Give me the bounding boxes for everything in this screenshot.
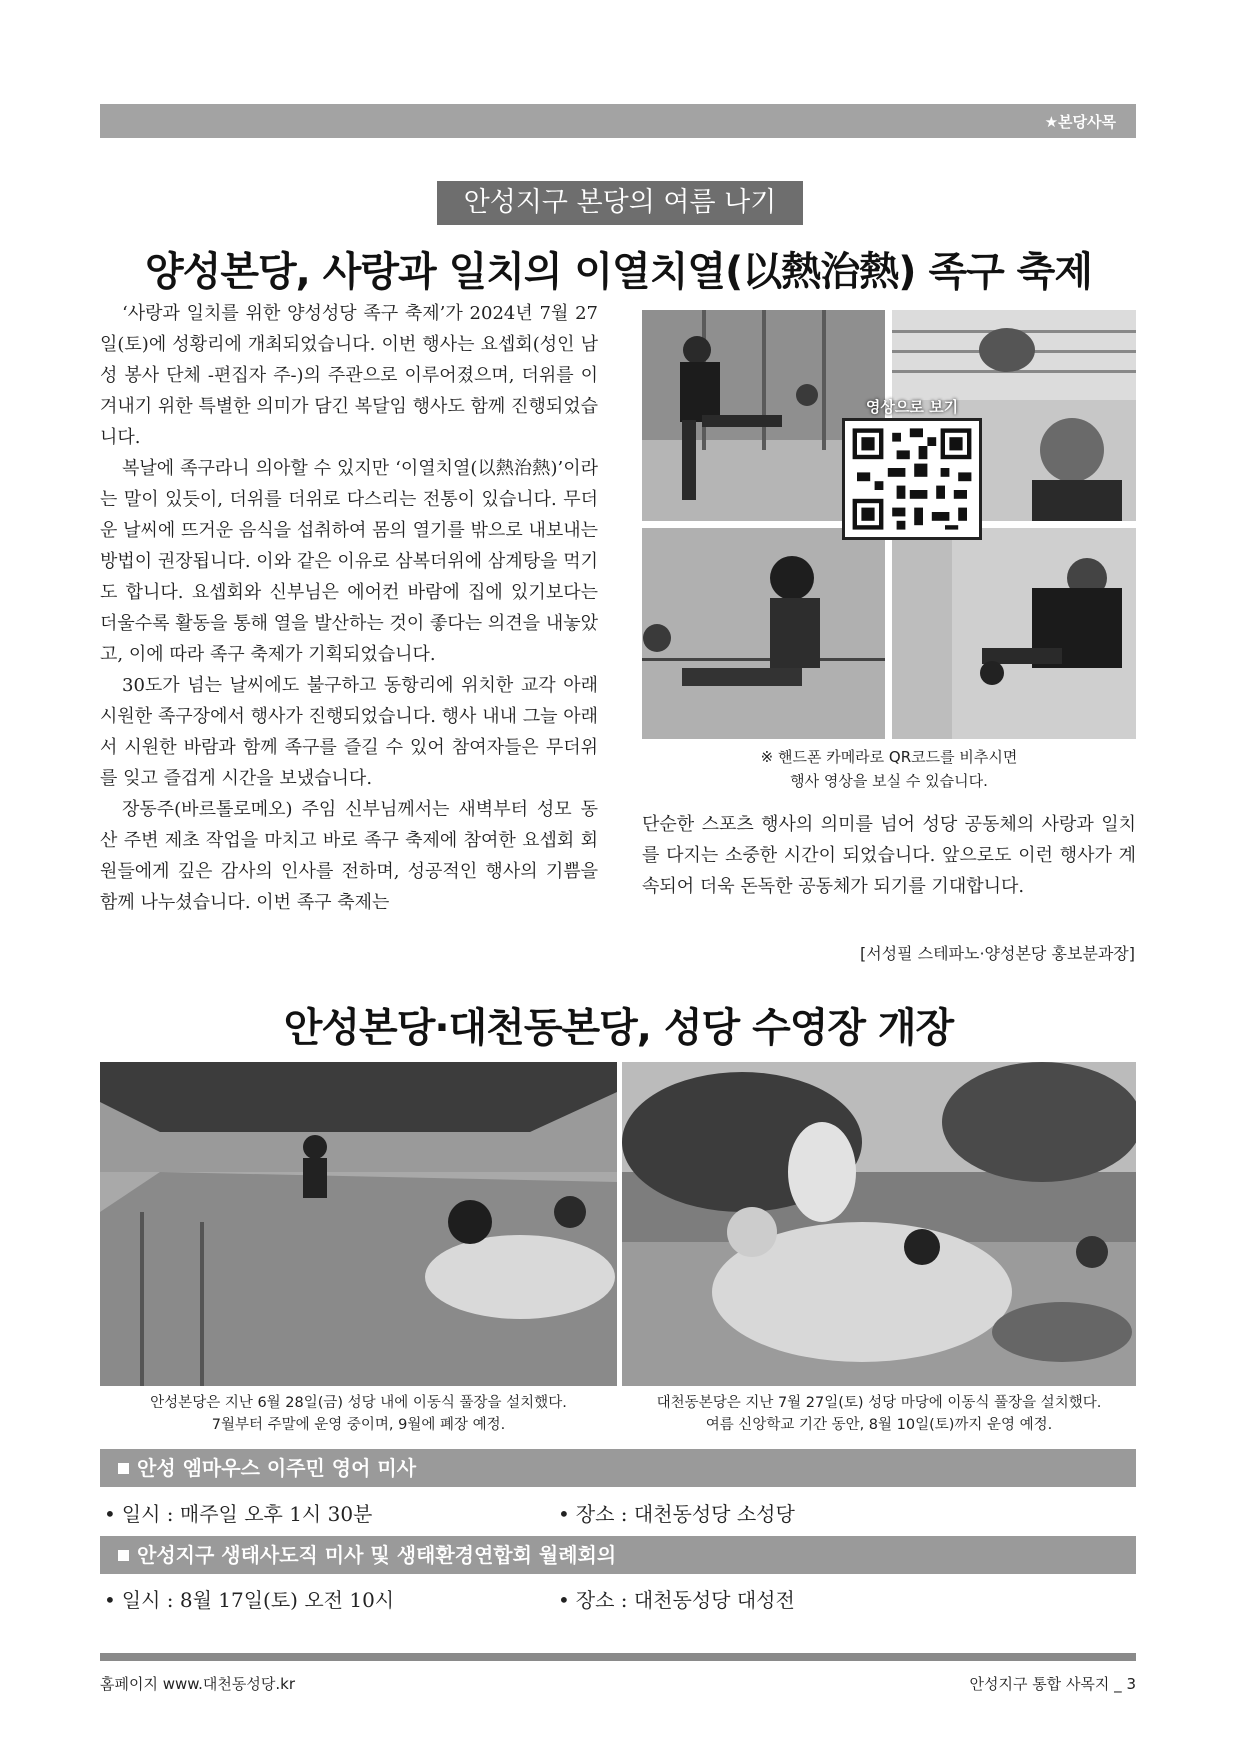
square-bullet-icon xyxy=(118,1550,129,1561)
paragraph: 복날에 족구라니 의아할 수 있지만 ‘이열치열(以熱治熱)’이라는 말이 있듯이, 더위를 더위로 다스리는 전통이 있습니다. 무더운 날씨에 뜨거운 음식을 섭취하여 몸의 열기를 밖으로 내보내는 방법이 권장됩니다. 이와 같은 이유로 삼복더위에 삼계탕을 먹기도 합니다. 요셉회와 신부님은 에어컨 바람에 집에 있기보다는 더울수록 활동을 통해 열을 발산하는 것이 좋다는 의견을 내놓았고, 이에 따라 족구 축제가 기획되었습니다. xyxy=(100,458,598,665)
caption-line: 여름 신앙학교 기간 동안, 8월 10일(토)까지 운영 예정. xyxy=(705,1417,1053,1433)
paragraph: 단순한 스포츠 행사의 의미를 넘어 성당 공동체의 사랑과 일치를 다지는 소중한 시간이 되었습니다. 앞으로도 이런 행사가 계속되어 더욱 돈독한 공동체가 되기를 기대합니다. xyxy=(642,814,1136,897)
qr-caption xyxy=(642,745,1136,793)
qr-code-icon xyxy=(848,424,976,534)
notice-time xyxy=(104,1498,372,1527)
photo-pool-anseong xyxy=(100,1062,617,1386)
article1-body xyxy=(100,298,598,918)
article1-continuation xyxy=(642,809,1136,902)
caption-line: 7월부터 주말에 운영 중이며, 9월에 폐장 예정. xyxy=(211,1417,506,1433)
bullet-icon: • xyxy=(558,1502,570,1526)
caption-line: 안성본당은 지난 6월 28일(금) 성당 내에 이동식 풀장을 설치했다. xyxy=(150,1395,567,1411)
pool-caption-left xyxy=(100,1392,617,1436)
article-kicker: 안성지구 본당의 여름 나기 xyxy=(437,181,803,225)
qr-code[interactable] xyxy=(842,418,982,540)
article1-headline: 양성본당, 사랑과 일치의 이열치열(以熱治熱) 족구 축제 xyxy=(145,249,1092,295)
photo-kick-woman-right xyxy=(892,528,1136,739)
notice-time xyxy=(104,1584,394,1613)
qr-caption-line: ※ 핸드폰 카메라로 QR코드를 비추시면 xyxy=(760,748,1018,766)
notice-place-text: 장소 : 대천동성당 대성전 xyxy=(575,1588,795,1612)
photo-pool-daecheon xyxy=(622,1062,1136,1386)
caption-line: 대천동본당은 지난 7월 27일(토) 성당 마당에 이동식 풀장을 설치했다. xyxy=(656,1395,1102,1411)
qr-caption-line: 행사 영상을 보실 수 있습니다. xyxy=(790,772,988,790)
paragraph: ‘사랑과 일치를 위한 양성성당 족구 축제’가 2024년 7월 27일(토)에 성황리에 개최되었습니다. 이번 행사는 요셉회(성인 남성 봉사 단체 -편집자 주-)의 주관으로 이루어졌으며, 더위를 이겨내기 위한 특별한 의미가 담긴 복달임 행사도 함께 진행되었습니다. xyxy=(100,303,598,448)
notice-bar-english-mass xyxy=(100,1449,1136,1487)
qr-label: 영상으로 보기 xyxy=(865,398,959,416)
notice-time-text: 일시 : 매주일 오후 1시 30분 xyxy=(121,1502,373,1526)
notice-time-text: 일시 : 8월 17일(토) 오전 10시 xyxy=(121,1588,395,1612)
bullet-icon: • xyxy=(104,1502,116,1526)
footer-homepage[interactable]: 홈페이지 www.대천동성당.kr xyxy=(100,1675,295,1693)
photo-kick-woman-left xyxy=(642,528,885,739)
notice-bar-ecology-mass xyxy=(100,1536,1136,1574)
notice-place xyxy=(558,1584,795,1613)
pool-caption-right xyxy=(622,1392,1136,1436)
bullet-icon: • xyxy=(104,1588,116,1612)
article2-headline: 안성본당·대천동본당, 성당 수영장 개장 xyxy=(283,1005,954,1051)
notice-title: 안성지구 생태사도직 미사 및 생태환경연합회 월례회의 xyxy=(137,1543,617,1567)
header-bar xyxy=(100,104,1136,138)
section-tag: ★본당사목 xyxy=(1044,113,1116,131)
footer-bar xyxy=(100,1653,1136,1661)
paragraph: 30도가 넘는 날씨에도 불구하고 동항리에 위치한 교각 아래 시원한 족구장에서 행사가 진행되었습니다. 행사 내내 그늘 아래서 시원한 바람과 함께 족구를 즐길 수 있어 참여자들은 무더위를 잊고 즐겁게 시간을 보냈습니다. xyxy=(100,675,598,789)
bullet-icon: • xyxy=(558,1588,570,1612)
footer-page-label: 안성지구 통합 사목지 _ 3 xyxy=(969,1675,1136,1693)
article1-byline: [서성필 스테파노·양성본당 홍보분과장] xyxy=(859,944,1135,963)
notice-place-text: 장소 : 대천동성당 소성당 xyxy=(575,1502,795,1526)
notice-title: 안성 엠마우스 이주민 영어 미사 xyxy=(137,1456,417,1480)
notice-place xyxy=(558,1498,795,1527)
paragraph: 장동주(바르톨로메오) 주임 신부님께서는 새벽부터 성모 동산 주변 제초 작업을 마치고 바로 족구 축제에 참여한 요셉회 회원들에게 깊은 감사의 인사를 전하며, 성공적인 행사의 기쁨을 함께 나누셨습니다. 이번 족구 축제는 xyxy=(100,799,598,913)
square-bullet-icon xyxy=(118,1463,129,1474)
